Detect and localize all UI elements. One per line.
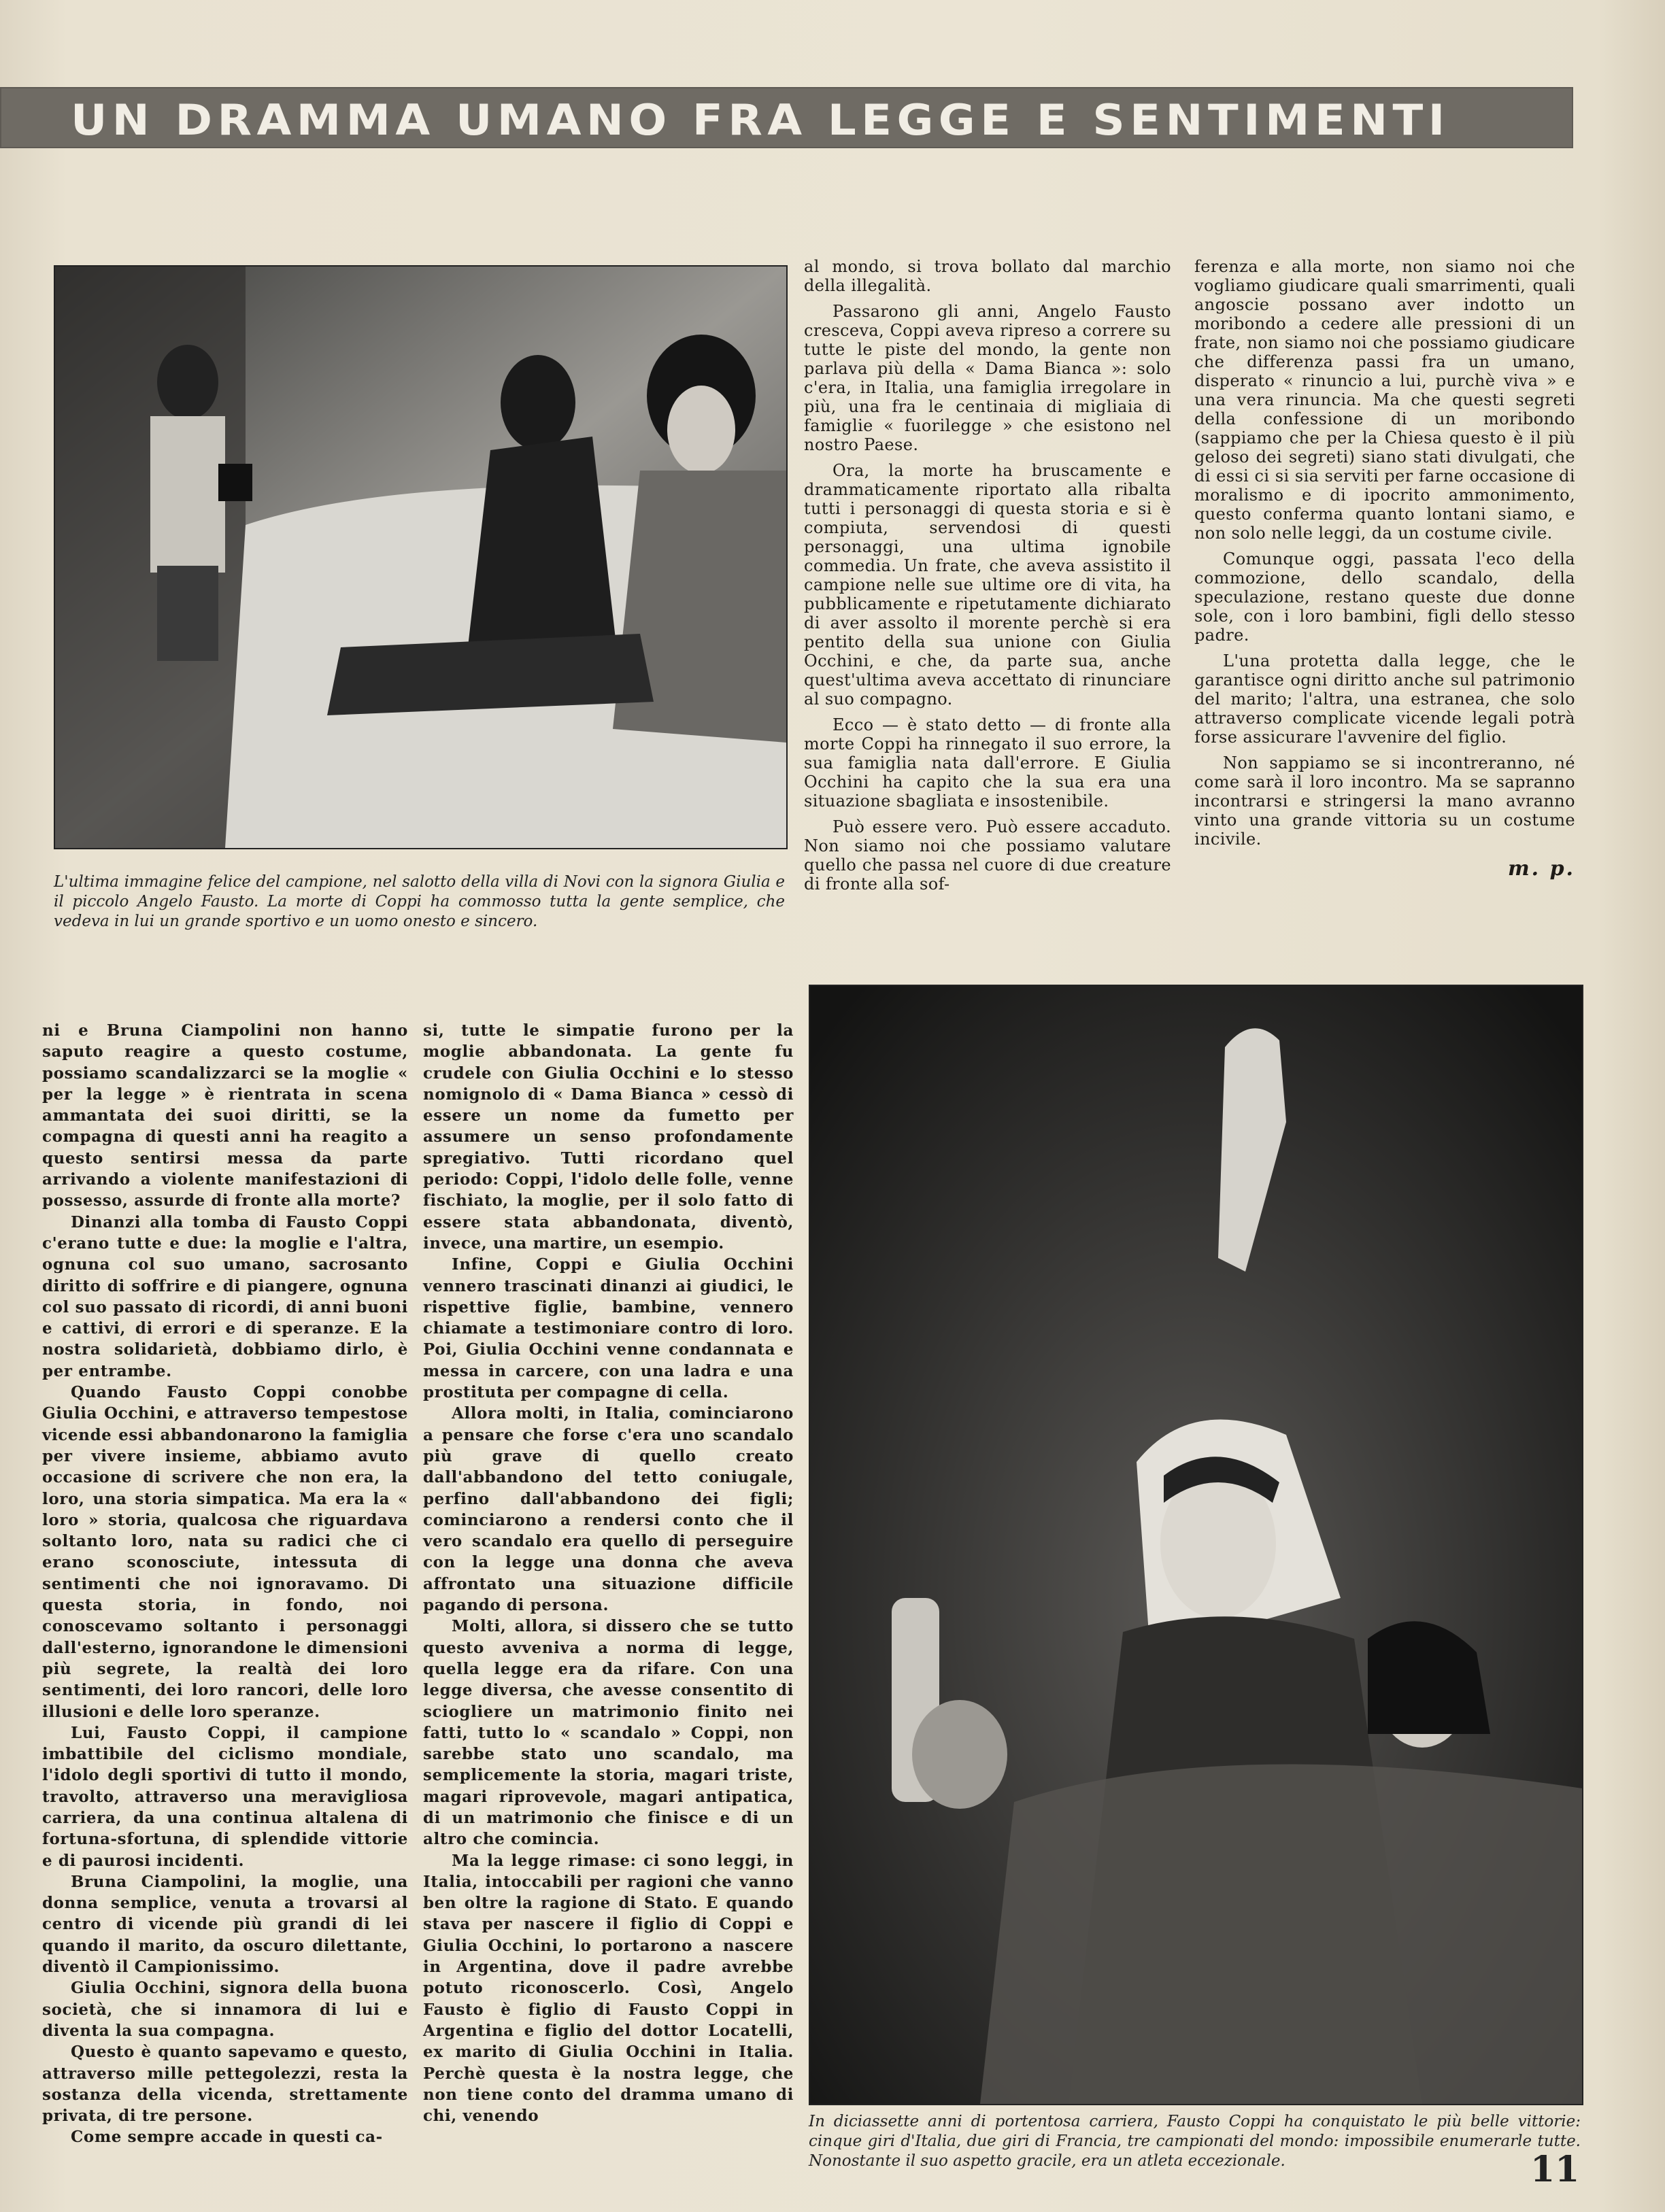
- photo-family-caption: L'ultima immagine felice del campione, nel salotto della villa di Novi con la signora Giulia e il piccolo Angelo Fausto. La morte di Coppi ha commosso tutta la gente semplice, che vedeva in lui un grande sportivo e un uomo onesto e sincero.: [54, 873, 785, 930]
- paragraph: Non sappiamo se si incontreranno, né come sarà il loro incontro. Ma se sapranno incontrarsi e stringersi la mano avranno vinto una grande vittoria su un costume incivile.: [1194, 753, 1575, 849]
- headline: UN DRAMMA UMANO FRA LEGGE E SENTIMENTI: [71, 95, 1450, 145]
- paragraph: Può essere vero. Può essere accaduto. Non siamo noi che possiamo valutare quello che passa nel cuore di due creature di fronte alla sof-: [804, 817, 1171, 894]
- headline-banner: [0, 87, 1573, 148]
- paragraph: Ecco — è stato detto — di fronte alla morte Coppi ha rinnegato il suo errore, la sua famiglia nata dall'errore. E Giulia Occhini ha capito che la sua era una situazione sbagliata e insostenibile.: [804, 715, 1171, 811]
- paragraph: ferenza e alla morte, non siamo noi che vogliamo giudicare quali smarrimenti, quali angoscie possano aver indotto un moribondo a cedere alle pressioni di un frate, non siamo noi che possiamo giudicare che differenza passi fra un umano, disperato « rinuncio a lui, purchè viva » e una vera rinuncia. Ma che questi segreti della confessione di un moribondo (sappiamo che per la Chiesa questo è il più geloso dei segreti) siano stati divulgati, che di essi ci si sia serviti per farne occasione di moralismo e di ipocrito ammonimento, questo conferma quanto lontani siamo, e non solo nelle leggi, da un costume civile.: [1194, 257, 1575, 543]
- paragraph: Comunque oggi, passata l'eco della commozione, dello scandalo, della speculazione, restano queste due donne sole, con i loro bambini, figli dello stesso padre.: [1194, 549, 1575, 645]
- paragraph: Passarono gli anni, Angelo Fausto cresceva, Coppi aveva ripreso a correre su tutte le piste del mondo, la gente non parlava più della « Dama Bianca »: solo c'era, in Italia, una famiglia irregolare in più, una fra le centinaia di migliaia di famiglie « fuorilegge » che esistono nel nostro Paese.: [804, 302, 1171, 454]
- paragraph: L'una protetta dalla legge, che le garantisce ogni diritto anche sul patrimonio del marito; l'altra, una estranea, che solo attraverso complicate vicende legali potrà forse assicurare l'avvenire del figlio.: [1194, 651, 1575, 747]
- paragraph: Giulia Occhini, signora della buona società, che si innamora di lui e diventa la sua compagna.: [42, 1979, 408, 2040]
- article-column-3: [804, 257, 1171, 894]
- article-column-4: [1194, 257, 1575, 879]
- paragraph: Molti, allora, si dissero che se tutto questo avveniva a norma di legge, quella legge era da rifare. Con una legge diversa, che avesse consentito di sciogliere un matrimonio finito nei fatti, tutto lo « scandalo » Coppi, non sarebbe stato uno scandalo, ma semplicemente la storia, magari triste, magari riprovevole, magari antipatica, di un matrimonio che finisce e di un altro che comincia.: [423, 1617, 794, 1849]
- paragraph: ni e Bruna Ciampolini non hanno saputo reagire a questo costume, possiamo scandalizzarci se la moglie « per la legge » è rientrata in scena ammantata dei suoi diritti, se la compagna di questi anni ha reagito a questo sentirsi messa da parte arrivando a violente manifestazioni di possesso, assurde di fronte alla morte?: [42, 1021, 408, 1210]
- article-column-2: [423, 1020, 794, 2126]
- paragraph: Ma la legge rimase: ci sono leggi, in Italia, intoccabili per ragioni che vanno ben oltre la ragione di Stato. E quando stava per nascere il figlio di Coppi e Giulia Occhini, lo portarono a nascere in Argentina, dove il padre avrebbe potuto riconoscerlo. Così, Angelo Fausto è figlio di Fausto Coppi in Argentina e figlio del dottor Locatelli, ex marito di Giulia Occhini in Italia. Perchè questa è la nostra legge, che non tiene conto del dramma umano di chi, venendo: [423, 1851, 794, 2126]
- paragraph: Lui, Fausto Coppi, il campione imbattibile del ciclismo mondiale, l'idolo degli sportivi di tutto il mondo, travolto, attraverso una meravigliosa carriera, da una continua altalena di fortuna-sfortuna, di splendide vittorie e di paurosi incidenti.: [42, 1723, 408, 1870]
- paragraph: Quando Fausto Coppi conobbe Giulia Occhini, e attraverso tempestose vicende essi abbandonarono la famiglia per vivere insieme, abbiamo avuto occasione di scrivere che non era, la loro, una storia simpatica. Ma era la « loro » storia, qualcosa che riguardava soltanto loro, nata su radici che ci erano sconosciute, intessuta di sentimenti che noi ignoravamo. Di questa storia, in fondo, noi conoscevamo soltanto i personaggi dall'esterno, ignorandone le dimensioni più segrete, la realtà dei loro sentimenti, dei loro rancori, delle loro illusioni e delle loro speranze.: [42, 1383, 408, 1721]
- paragraph: Questo è quanto sapevamo e questo, attraverso mille pettegolezzi, resta la sostanza della vicenda, strettamente privata, di tre persone.: [42, 2043, 408, 2126]
- paragraph: si, tutte le simpatie furono per la moglie abbandonata. La gente fu crudele con Giulia Occhini e lo stesso nomignolo di « Dama Bianca » cessò di essere un nome da fumetto per assumere un senso profondamente spregiativo. Tutti ricordano quel periodo: Coppi, l'idolo delle folle, venne fischiato, la moglie, per il solo fatto di essere stata abbandonata, diventò, invece, una martire, un esempio.: [423, 1021, 794, 1253]
- paragraph: Infine, Coppi e Giulia Occhini vennero trascinati dinanzi ai giudici, le rispettive figlie, bambine, vennero chiamate a testimoniare contro di loro. Poi, Giulia Occhini venne condannata e messa in carcere, con una ladra e una prostituta per compagne di cella.: [423, 1255, 794, 1402]
- paragraph: Bruna Ciampolini, la moglie, una donna semplice, venuta a trovarsi al centro di vicende più grandi di lei quando il marito, da oscuro dilettante, diventò il Campionissimo.: [42, 1872, 408, 1977]
- paragraph: Dinanzi alla tomba di Fausto Coppi c'erano tutte e due: la moglie e l'altra, ognuna col suo umano, sacrosanto diritto di soffrire e di piangere, ognuna col suo passato di ricordi, di anni buoni e cattivi, di errori e di speranze. E la nostra solidarietà, dobbiamo dirlo, è per entrambe.: [42, 1212, 408, 1380]
- paragraph: Allora molti, in Italia, cominciarono a pensare che forse c'era uno scandalo più grave di quello creato dall'abbandono del tetto coniugale, perfino dall'abbandono dei figli; cominciarono a rendersi conto che il vero scandalo era quello di perseguire con la legge una donna che aveva affrontato una situazione difficile pagando di persona.: [423, 1404, 794, 1615]
- page-number: 11: [1530, 2149, 1580, 2190]
- article-column-1: [42, 1020, 408, 2148]
- paragraph: al mondo, si trova bollato dal marchio della illegalità.: [804, 257, 1171, 295]
- paragraph: Ora, la morte ha bruscamente e drammaticamente riportato alla ribalta tutti i personaggi di questa storia e si è compiuta, servendosi di questi personaggi, una ultima ignobile commedia. Un frate, che aveva assistito il campione nelle sue ultime ore di vita, ha pubblicamente e ripetutamente dichiarato di aver assolto il morente perchè si era pentito della sua unione con Giulia Occhini, e che, da parte sua, anche quest'ultima aveva accettato di rinunciare al suo compagno.: [804, 461, 1171, 709]
- paragraph: Come sempre accade in questi ca-: [71, 2128, 383, 2147]
- photo-family-living-room: [54, 265, 788, 849]
- photo-victory-caption: In diciassette anni di portentosa carriera, Fausto Coppi ha conquistato le più belle vittorie: cinque giri d'Italia, due giri di Francia, tre campionati del mondo: impossibile enumerarle tutte. Nonostante il suo aspetto gracile, era un atleta eccezionale.: [809, 2113, 1581, 2170]
- author-signature: m. p.: [1507, 857, 1575, 881]
- photo-coppi-victory: [809, 985, 1583, 2105]
